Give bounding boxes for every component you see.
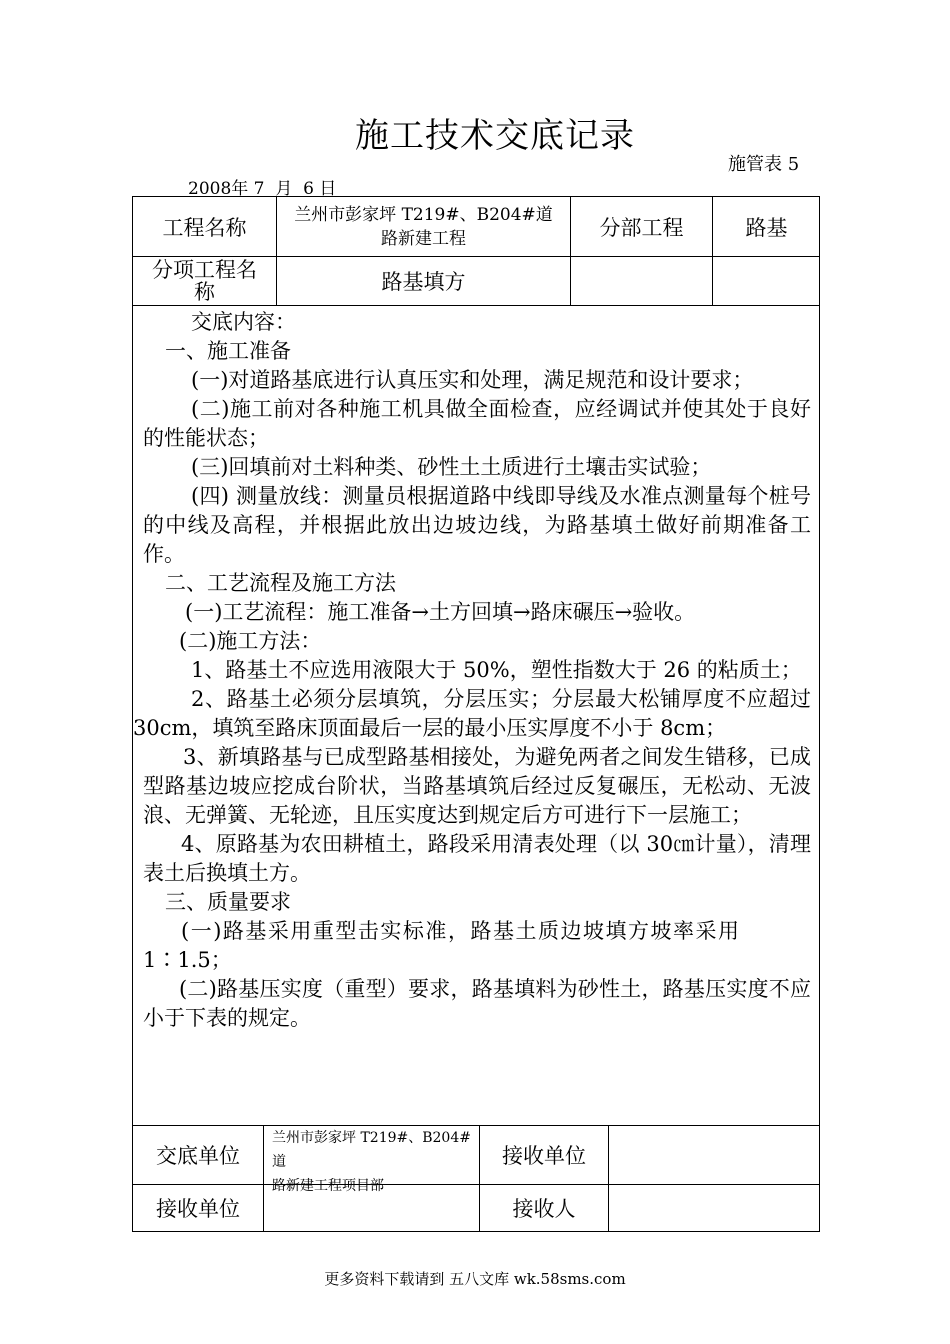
content-paragraph: (二)路基压实度（重型）要求，路基填料为砂性土，路基压实度不应小于下表的规定。 (143, 977, 811, 1030)
handover-content (133, 306, 819, 1126)
content-paragraph: 3、新填路基与已成型路基相接处，为避免两者之间发生错移，已成型路基边坡应挖成台阶状，当路基填筑后经过反复碾压，无松动、无波浪、无弹簧、无轮迹，且压实度达到规定后方可进行下一层施工； (143, 745, 811, 827)
content-paragraph: 2、路基土必须分层填筑，分层压实；分层最大松铺厚度不应超过 30cm，填筑至路床顶面最后一层的最小压实厚度不小于 8cm； (133, 687, 811, 740)
receiver-label: 接收人 (480, 1184, 609, 1232)
content-paragraph: 1、路基土不应选用液限大于 50%，塑性指数大于 26 的粘质土； (191, 658, 802, 682)
empty-cell (571, 256, 713, 305)
receive-unit-label: 接收单位 (480, 1126, 609, 1184)
subitem-row (133, 256, 819, 306)
subitem-name-value: 路基填方 (277, 256, 571, 305)
empty-cell (713, 256, 820, 305)
content-paragraph: 4、原路基为农田耕植土，路段采用清表处理（以 30㎝计量），清理表土后换填土方。 (143, 832, 811, 885)
division-label: 分部工程 (571, 197, 713, 256)
content-paragraph: (二)施工前对各种施工机具做全面检查，应经调试并使其处于良好的性能状态； (143, 397, 811, 450)
receiver-value (609, 1184, 820, 1232)
section-heading: 一、施工准备 (165, 339, 291, 363)
receive-unit-label: 接收单位 (133, 1184, 264, 1232)
signature-row (133, 1126, 819, 1194)
content-paragraph: (一)路基采用重型击实标准，路基土质边坡填方坡率采用 1∶1.5； (143, 919, 739, 972)
content-paragraph: 交底内容： (191, 310, 296, 334)
form-number: 施管表 5 (728, 154, 800, 175)
receive-unit-value (264, 1184, 480, 1232)
receive-unit-value (609, 1126, 820, 1184)
signature-row (133, 1184, 819, 1232)
content-paragraph: (四) 测量放线：测量员根据道路中线即导线及水准点测量每个桩号的中线及高程，并根据此放出边坡边线，为路基填土做好前期准备工作。 (143, 484, 811, 566)
handover-unit-value: 兰州市彭家坪 T219#、B204#道 路新建工程项目部 (264, 1126, 480, 1184)
record-form (132, 196, 820, 1232)
content-paragraph: (三)回填前对土料种类、砂性土土质进行土壤击实试验； (191, 455, 712, 479)
record-date: 2008年 7 月 6 日 (188, 179, 337, 199)
subitem-name-label: 分项工程名 称 (133, 256, 277, 305)
section-heading: 二、工艺流程及施工方法 (165, 571, 396, 595)
document-title: 施工技术交底记录 (355, 116, 635, 156)
handover-unit-label: 交底单位 (133, 1126, 264, 1184)
section-heading: 三、质量要求 (165, 890, 291, 914)
project-row (133, 197, 819, 257)
content-paragraph: (二)施工方法： (179, 629, 322, 653)
content-paragraph: (一)工艺流程：施工准备→土方回填→路床碾压→验收。 (185, 600, 696, 624)
project-name-value: 兰州市彭家坪 T219#、B204#道 路新建工程 (277, 197, 571, 256)
content-paragraph: (一)对道路基底进行认真压实和处理，满足规范和设计要求； (191, 368, 754, 392)
division-value: 路基 (745, 215, 788, 240)
project-name-label: 工程名称 (133, 197, 277, 256)
footer-link[interactable]: 更多资料下载请到 五八文库 wk.58sms.com (324, 1270, 626, 1288)
